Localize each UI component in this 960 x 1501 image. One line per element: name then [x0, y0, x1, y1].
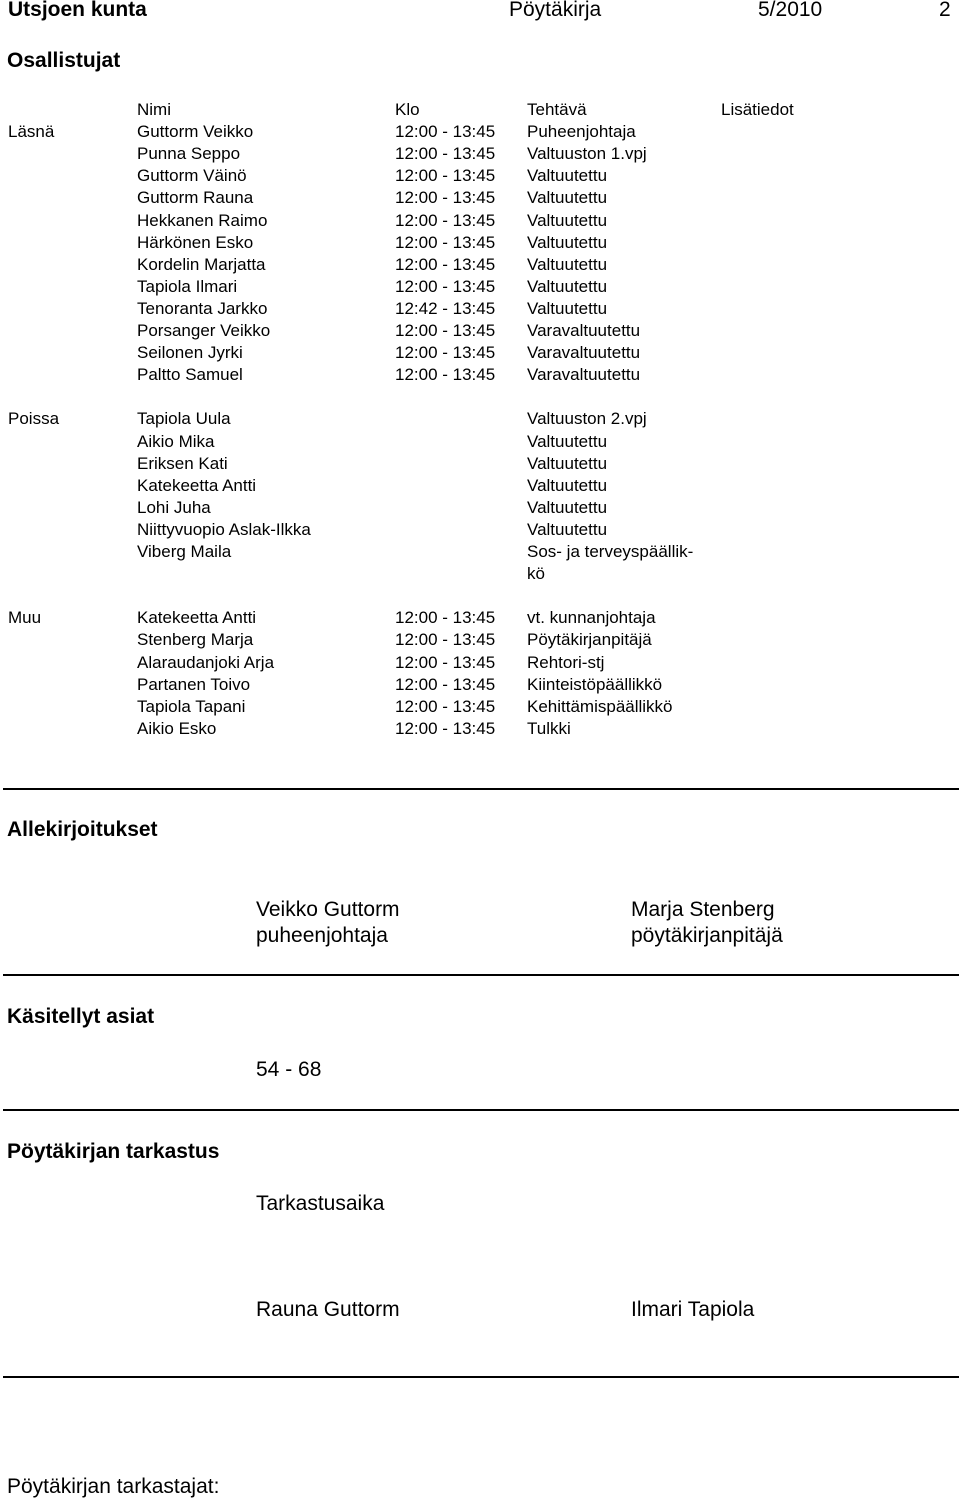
participant-name: Kordelin Marjatta — [137, 254, 266, 274]
participant-time: 12:00 - 13:45 — [395, 674, 496, 694]
table-row — [0, 630, 960, 652]
participant-time: 12:00 - 13:45 — [395, 210, 496, 230]
participant-name: Guttorm Rauna — [137, 188, 254, 208]
participant-name: Katekeetta Antti — [137, 608, 257, 628]
participant-name: Katekeetta Antti — [137, 475, 257, 495]
participant-name: Porsanger Veikko — [137, 321, 271, 340]
table-row — [0, 454, 960, 476]
municipality-name: Utsjoen kunta — [8, 0, 147, 21]
participant-time: 12:00 - 13:45 — [395, 276, 496, 296]
table-row — [0, 343, 960, 365]
participant-role: Valtuutettu — [527, 188, 608, 208]
participant-time: 12:00 - 13:45 — [395, 608, 496, 628]
participant-role: Varavaltuutettu — [527, 321, 641, 340]
divider — [3, 1376, 959, 1378]
reviewer-1: Rauna Guttorm — [256, 1298, 400, 1321]
participant-role: Kiinteistöpäällikkö — [527, 674, 663, 694]
table-row — [0, 255, 960, 277]
table-row — [0, 277, 960, 299]
signatures-heading: Allekirjoitukset — [7, 818, 158, 841]
participant-role: Valtuutettu — [527, 298, 608, 318]
participant-role: Valtuutettu — [527, 497, 608, 517]
section-label: Poissa — [8, 409, 60, 429]
participant-name: Viberg Maila — [137, 542, 232, 561]
participant-name: Tapiola Ilmari — [137, 276, 238, 296]
participant-time: 12:00 - 13:45 — [395, 365, 496, 385]
participant-time: 12:00 - 13:45 — [395, 630, 496, 650]
table-row — [0, 520, 960, 542]
participant-role: Valtuutettu — [527, 475, 608, 495]
participant-role: Kehittämispäällikkö — [527, 696, 673, 716]
participant-time: 12:00 - 13:45 — [395, 321, 496, 340]
items-heading: Käsitellyt asiat — [7, 1005, 155, 1028]
column-header-role: Tehtävä — [527, 100, 587, 119]
participant-role: Valtuutettu — [527, 431, 608, 451]
participant-name: Hekkanen Raimo — [137, 210, 268, 230]
participant-time: 12:00 - 13:45 — [395, 652, 496, 672]
participant-name: Seilonen Jyrki — [137, 343, 243, 363]
participant-role: Tulkki — [527, 718, 571, 738]
table-row — [0, 365, 960, 387]
table-row — [0, 719, 960, 741]
participant-time: 12:00 - 13:45 — [395, 718, 496, 738]
page-number: 2 — [939, 0, 951, 21]
participant-name: Punna Seppo — [137, 144, 241, 164]
reviewers-label: Pöytäkirjan tarkastajat: — [7, 1475, 220, 1498]
participant-role: Valtuuston 2.vpj — [527, 409, 647, 429]
participant-role: Valtuutettu — [527, 210, 608, 230]
column-header-name: Nimi — [137, 100, 171, 119]
divider — [3, 788, 959, 790]
participant-role: Valtuutettu — [527, 276, 608, 296]
participant-role: Varavaltuutettu — [527, 365, 641, 385]
column-header-info: Lisätiedot — [721, 100, 794, 119]
table-row-continuation — [0, 564, 960, 586]
participant-role: Puheenjohtaja — [527, 122, 636, 142]
participant-role-continuation: kö — [527, 564, 545, 584]
participant-time: 12:00 - 13:45 — [395, 188, 496, 208]
participant-time: 12:00 - 13:45 — [395, 696, 496, 716]
table-row — [0, 653, 960, 675]
participant-role: Pöytäkirjanpitäjä — [527, 630, 652, 650]
table-row — [0, 233, 960, 255]
participant-role: Rehtori-stj — [527, 652, 605, 672]
participant-name: Aikio Mika — [137, 431, 215, 451]
table-row — [0, 542, 960, 564]
participant-role: Sos- ja terveyspäällik- — [527, 542, 694, 561]
participant-name: Aikio Esko — [137, 718, 217, 738]
table-row — [0, 697, 960, 719]
review-time-label: Tarkastusaika — [256, 1192, 385, 1215]
participant-name: Tenoranta Jarkko — [137, 298, 268, 318]
table-row — [0, 498, 960, 520]
chair-name: Veikko Guttorm — [256, 898, 400, 921]
participant-name: Paltto Samuel — [137, 365, 243, 385]
secretary-title: pöytäkirjanpitäjä — [631, 924, 783, 947]
participant-name: Partanen Toivo — [137, 674, 251, 694]
participant-role: Valtuuston 1.vpj — [527, 144, 647, 164]
table-row — [0, 144, 960, 166]
participant-time: 12:00 - 13:45 — [395, 122, 496, 142]
items-range: 54 - 68 — [256, 1058, 322, 1081]
table-row — [0, 166, 960, 188]
participant-role: Valtuutettu — [527, 519, 608, 539]
secretary-name: Marja Stenberg — [631, 898, 775, 921]
page-header — [0, 0, 960, 22]
divider — [3, 974, 959, 976]
participant-time: 12:00 - 13:45 — [395, 166, 496, 186]
reviewer-2: Ilmari Tapiola — [631, 1298, 755, 1321]
participant-name: Lohi Juha — [137, 497, 211, 517]
chair-title: puheenjohtaja — [256, 924, 388, 947]
table-row — [0, 188, 960, 210]
table-row — [0, 122, 960, 144]
column-header-time: Klo — [395, 100, 420, 119]
table-row — [0, 211, 960, 233]
participant-time: 12:42 - 13:45 — [395, 298, 496, 318]
review-heading: Pöytäkirjan tarkastus — [7, 1140, 220, 1163]
participant-name: Eriksen Kati — [137, 453, 228, 473]
participant-time: 12:00 - 13:45 — [395, 144, 496, 164]
section-label: Läsnä — [8, 122, 55, 142]
participant-role: Valtuutettu — [527, 254, 608, 274]
participant-name: Tapiola Uula — [137, 409, 231, 429]
table-row — [0, 608, 960, 630]
section-label: Muu — [8, 608, 42, 628]
participant-name: Tapiola Tapani — [137, 696, 246, 716]
participant-role: Valtuutettu — [527, 453, 608, 473]
participant-name: Härkönen Esko — [137, 232, 254, 252]
participant-role: vt. kunnanjohtaja — [527, 608, 656, 628]
participant-time: 12:00 - 13:45 — [395, 232, 496, 252]
table-row — [0, 432, 960, 454]
divider — [3, 1109, 959, 1111]
table-row — [0, 321, 960, 343]
participant-role: Varavaltuutettu — [527, 343, 641, 363]
participant-name: Guttorm Veikko — [137, 122, 254, 142]
participant-role: Valtuutettu — [527, 166, 608, 186]
table-row — [0, 299, 960, 321]
participants-heading: Osallistujat — [7, 49, 121, 72]
table-header-row — [0, 100, 960, 122]
participant-time: 12:00 - 13:45 — [395, 254, 496, 274]
participant-name: Guttorm Väinö — [137, 166, 247, 186]
participant-name: Alaraudanjoki Arja — [137, 652, 275, 672]
table-row — [0, 675, 960, 697]
table-row — [0, 476, 960, 498]
document-type: Pöytäkirja — [509, 0, 602, 21]
participant-role: Valtuutettu — [527, 232, 608, 252]
participant-name: Niittyvuopio Aslak-Ilkka — [137, 519, 311, 539]
participant-name: Stenberg Marja — [137, 630, 254, 650]
issue-number: 5/2010 — [758, 0, 823, 21]
participant-time: 12:00 - 13:45 — [395, 343, 496, 363]
table-row — [0, 409, 960, 431]
